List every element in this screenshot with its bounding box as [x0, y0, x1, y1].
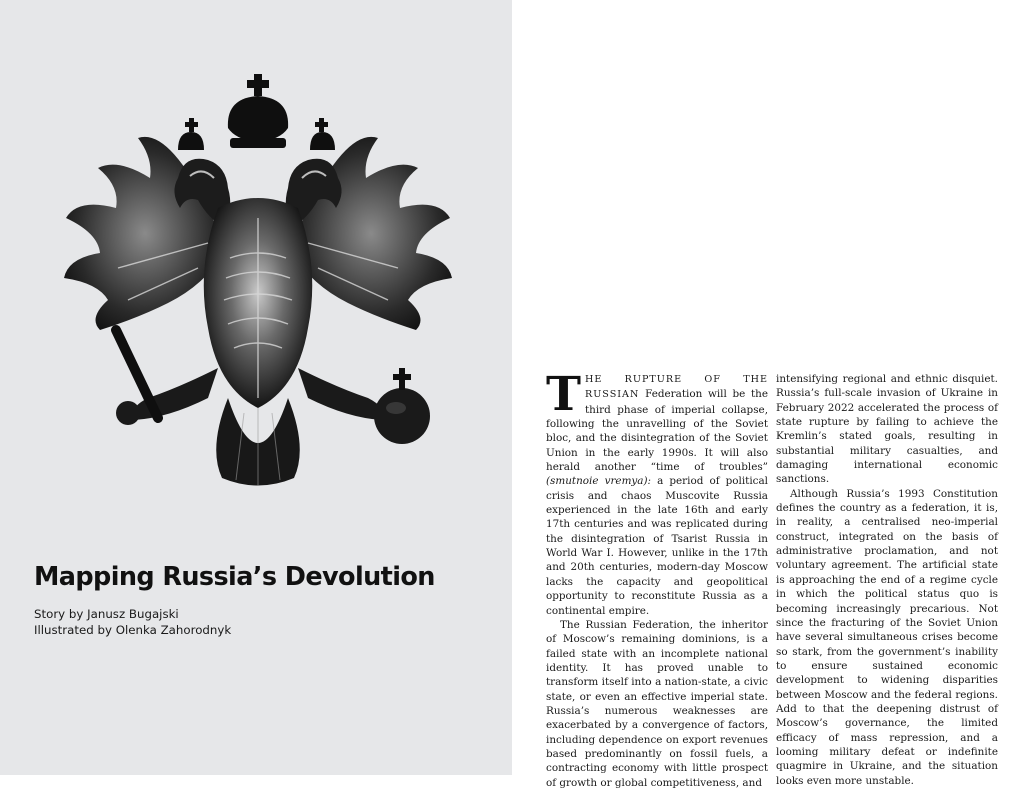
paragraph-1-end: a period of political crisis and chaos Muscovite Russia experienced in the late 16th and early 17th centuries and was replicated during the disintegration of Tsarist Russia in World War I. However, unlike in the 17th and 20th centuries, modern-day Moscow lacks the capacity and geopolitical opportunity to reconstitute Russia as a continental empire. — [546, 475, 768, 617]
drop-cap: T — [546, 367, 581, 422]
paragraph-2: The Russian Federation, the inheritor of Moscow’s remaining dominions, is a failed state with an incomplete national identity. It has proved unable to transform itself into a nation-state, a civic state, or even an effective imperial state. Russia’s numerous weaknesses are exacerbated by a convergence of factors, including dependence on export revenues based predominantly on fossil fuels, a contracting economy with little prospect of growth or global competitiveness, and — [546, 618, 768, 789]
paragraph-1 — [546, 367, 768, 618]
opening-small-caps: HE RUPTURE OF THE RUSSIAN — [584, 374, 768, 401]
article-column-2 — [776, 372, 998, 788]
article-title: Mapping Russia’s Devolution — [34, 562, 435, 592]
paragraph-1-italic: (smutnoie vremya): — [546, 475, 652, 488]
article-column-1 — [546, 367, 768, 790]
right-page — [512, 0, 1024, 789]
paragraph-3: Although Russia’s 1993 Constitution defines the country as a federation, it is, in reality, a centralised neo-imperial construct, integrated on the basis of administrative proclamation, and not voluntary agreement. The artificial state is approaching the end of a regime cycle in which the political status quo is becoming increasingly precarious. Not since the fracturing of the Soviet Union have several simultaneous crises become so stark, from the government’s inability to ensure sustained economic development to widening disparities between Moscow and the federal regions. Add to that the deepening distrust of Moscow’s governance, the limited efficacy of mass repression, and a looming military defeat or indefinite quagmire in Ukraine, and the situation looks even more unstable. — [776, 487, 998, 787]
paragraph-1-text: Federation will be the third phase of imperial collapse, following the unravelling of the Soviet bloc, and the disintegration of the Soviet Union in the early 1990s. It will also herald another “time of troubles” — [546, 388, 768, 474]
left-page — [0, 0, 512, 775]
illustration-credit: Illustrated by Olenka Zahorodnyk — [34, 623, 232, 637]
paragraph-2-continued: intensifying regional and ethnic disquiet. Russia’s full-scale invasion of Ukraine in February 2022 accelerated the process of state rupture by failing to achieve the Kremlin’s stated goals, resulting in substantial military casualties, and damaging international economic sanctions. — [776, 373, 998, 486]
story-credit: Story by Janusz Bugajski — [34, 607, 179, 621]
double-headed-eagle-icon — [58, 68, 458, 498]
